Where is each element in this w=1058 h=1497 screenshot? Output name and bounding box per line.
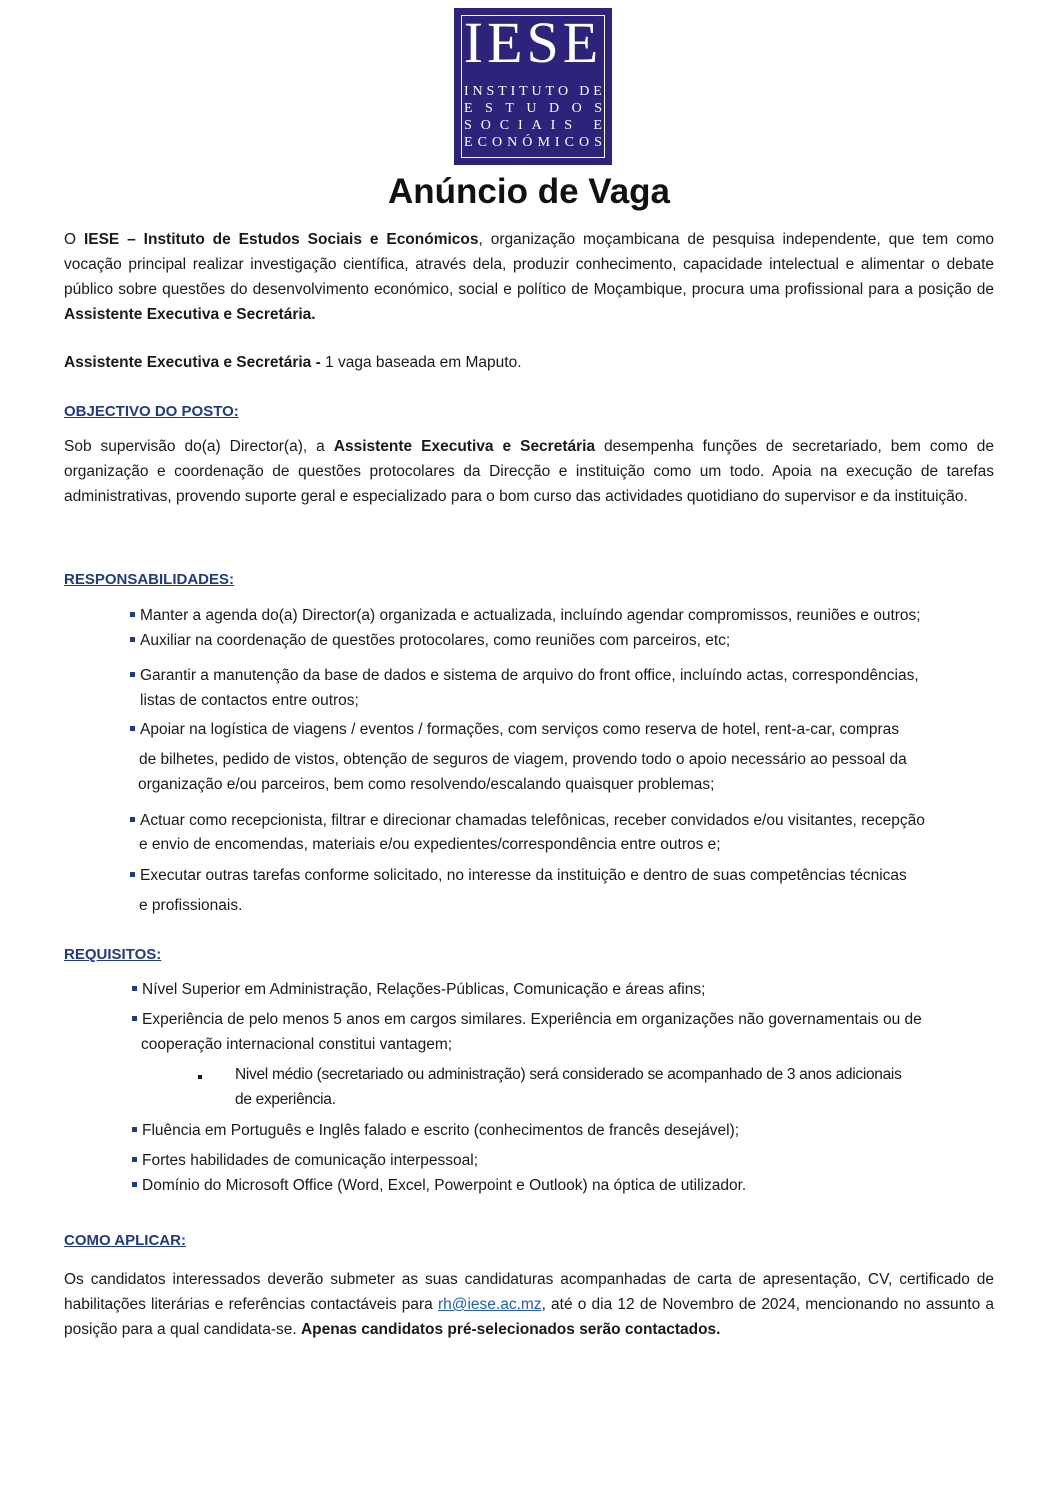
- email-link[interactable]: rh@iese.ac.mz: [437, 1296, 542, 1313]
- list-item: Manter a agenda do(a) Director(a) organizada e actualizada, incluíndo agendar compromissos, reuniões e outros;: [130, 604, 921, 628]
- logo-line-2: [464, 101, 602, 116]
- bullet-icon: [132, 1182, 137, 1187]
- logo-letter: N: [507, 135, 518, 150]
- logo-letter: T: [505, 101, 514, 116]
- logo-letter: I: [554, 135, 560, 150]
- list-item-continuation: e envio de encomendas, materiais e/ou expedientes/correspondência entre outros e;: [139, 836, 721, 853]
- list-item-continuation: cooperação internacional constitui vantagem;: [141, 1036, 453, 1053]
- logo-letter: S: [564, 118, 573, 133]
- bullet-icon: [130, 672, 135, 677]
- bullet-icon: [130, 726, 135, 731]
- logo-letter: E: [593, 118, 602, 133]
- logo-letter: C: [499, 118, 510, 133]
- logo-letter: T: [498, 84, 507, 99]
- logo-letter: O: [579, 135, 590, 150]
- bullet-icon: [132, 986, 137, 991]
- logo-line-1: [464, 84, 602, 99]
- bullet-icon: [130, 637, 135, 642]
- logo-letter: S: [464, 118, 472, 133]
- logo-letter: O: [571, 101, 582, 116]
- logo-letter: S: [594, 101, 602, 116]
- list-item: Apoiar na logística de viagens / eventos / formações, com serviços como reserva de hotel, rent-a-car, compras: [130, 718, 899, 742]
- logo-line-4: [464, 135, 602, 150]
- bullet-icon: [132, 1157, 137, 1162]
- apply-heading: COMO APLICAR:: [64, 1232, 186, 1249]
- list-item: Experiência de pelo menos 5 anos em cargos similares. Experiência em organizações não governamentais ou de: [132, 1008, 922, 1032]
- logo-letter: E: [593, 84, 602, 99]
- list-item-continuation: organização e/ou parceiros, bem como resolvendo/escalando quaisquer problemas;: [138, 776, 715, 793]
- logo-letter: [581, 118, 585, 133]
- bullet-icon: [130, 872, 135, 877]
- logo-letter: D: [548, 101, 560, 116]
- sub-list-item: Nivel médio (secretariado ou administração) será considerado se acompanhado de 3 anos adicionais: [235, 1066, 902, 1083]
- list-item: Domínio do Microsoft Office (Word, Excel, Powerpoint e Outlook) na óptica de utilizador.: [132, 1174, 746, 1198]
- logo-letter: S: [594, 135, 602, 150]
- responsibilities-heading: RESPONSABILIDADES:: [64, 571, 235, 588]
- requirements-heading: REQUISITOS:: [64, 946, 162, 963]
- logo-letter: [572, 84, 576, 99]
- logo-letter: O: [480, 118, 491, 133]
- logo-letter: I: [464, 84, 469, 99]
- intro-paragraph: O IESE – Instituto de Estudos Sociais e Económicos, organização moçambicana de pesquisa independente, que tem como vocação principal realizar investigação científica, através dela, produzir conhecimento, capacidade intelectual e alimentar o debate público sobre questões do desenvolvimento económico, social e político de Moçambique, procura uma profissional para a posição de Assistente Executiva e Secretária.: [64, 231, 994, 323]
- page-title: Anúncio de Vaga: [388, 172, 670, 211]
- logo-letter: M: [537, 135, 550, 150]
- logo-letter: S: [485, 101, 493, 116]
- logo-letter: D: [579, 84, 590, 99]
- logo-letter: T: [545, 84, 555, 99]
- iese-logo: [454, 8, 612, 165]
- list-item: Nível Superior em Administração, Relações-Públicas, Comunicação e áreas afins;: [132, 978, 705, 1002]
- list-item: Fortes habilidades de comunicação interpessoal;: [132, 1149, 478, 1173]
- list-item: Fluência em Português e Inglês falado e escrito (conhecimentos de francês desejável);: [132, 1119, 739, 1143]
- objective-heading: OBJECTIVO DO POSTO:: [64, 403, 239, 420]
- list-item-continuation: e profissionais.: [139, 897, 243, 914]
- sub-list-item-continuation: de experiência.: [235, 1091, 336, 1108]
- bullet-icon: [130, 817, 135, 822]
- logo-letter: E: [464, 135, 473, 150]
- list-item: Actuar como recepcionista, filtrar e direcionar chamadas telefônicas, receber convidados e/ou visitantes, recepção: [130, 809, 925, 833]
- bullet-icon: [132, 1127, 137, 1132]
- logo-letter: I: [550, 118, 556, 133]
- logo-letter: N: [472, 84, 483, 99]
- logo-letter: C: [477, 135, 487, 150]
- logo-letter: O: [557, 84, 569, 99]
- logo-letter: U: [531, 84, 542, 99]
- apply-paragraph: Os candidatos interessados deverão submeter as suas candidaturas acompanhadas de carta de apresentação, CV, certificado de habilitações literárias e referências contactáveis para rh@iese.ac.mz, até o dia 12 de Novembro de 2024, mencionando no assunto a posição para a qual candidata-se. Apenas candidatos pré-selecionados serão contactados.: [64, 1271, 995, 1338]
- list-item-continuation: de bilhetes, pedido de vistos, obtenção de seguros de viagem, provendo todo o apoio necessário ao pessoal da: [139, 751, 907, 768]
- logo-abbr: IESE: [463, 10, 603, 75]
- logo-letter: E: [464, 101, 473, 116]
- vacancy-line: Assistente Executiva e Secretária - 1 vaga baseada em Maputo.: [64, 354, 522, 371]
- logo-letter: S: [486, 84, 495, 99]
- logo-line-3: [464, 118, 602, 133]
- logo-letter: T: [519, 84, 528, 99]
- bullet-icon: [132, 1016, 137, 1021]
- list-item: Auxiliar na coordenação de questões protocolares, como reuniões com parceiros, etc;: [130, 629, 730, 653]
- logo-letter: I: [510, 84, 516, 99]
- logo-letter: A: [531, 118, 542, 133]
- list-item: Executar outras tarefas conforme solicitado, no interesse da instituição e dentro de suas competências técnicas: [130, 864, 907, 888]
- list-item-continuation: listas de contactos entre outros;: [140, 692, 359, 709]
- logo-letter: C: [564, 135, 574, 150]
- logo-letter: U: [526, 101, 537, 116]
- bullet-icon: [130, 612, 135, 617]
- logo-letter: Ó: [522, 135, 533, 150]
- sub-bullet-icon: [198, 1075, 202, 1079]
- logo-letter: O: [491, 135, 503, 150]
- objective-paragraph: Sob supervisão do(a) Director(a), a Assistente Executiva e Secretária desempenha funções de secretariado, bem como de organização e coordenação de questões protocolares da Direcção e instituição como um todo. Apoia na execução de tarefas administrativas, provendo suporte geral e especializado para o bom curso das actividades quotidiano do supervisor e da instituição.: [64, 438, 994, 505]
- list-item: Garantir a manutenção da base de dados e sistema de arquivo do front office, incluíndo actas, correspondências,: [130, 664, 919, 688]
- logo-letter: I: [518, 118, 523, 133]
